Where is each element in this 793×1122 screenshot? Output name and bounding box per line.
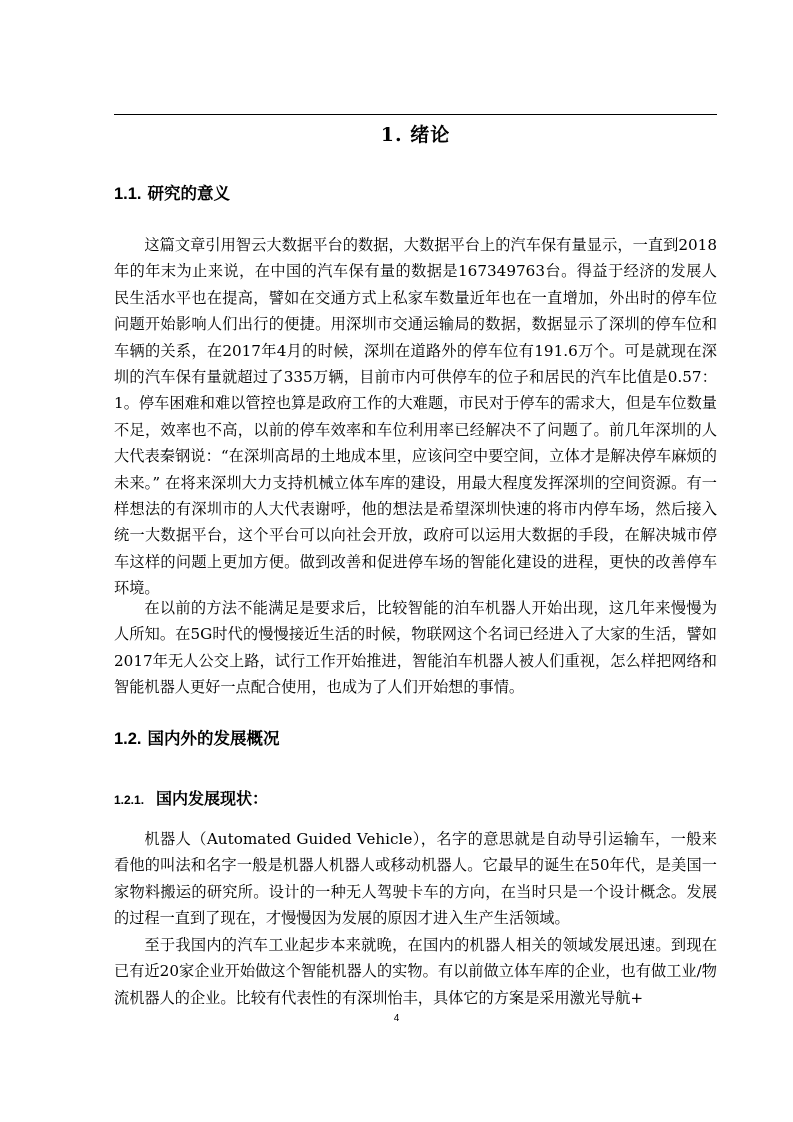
section-title: 研究的意义: [147, 184, 231, 203]
section-heading-1-2: [114, 727, 280, 751]
section-number: 1.1.: [114, 185, 142, 203]
header-rule: [114, 114, 717, 115]
subsection-heading-1-2-1: [114, 787, 268, 812]
paragraph: 在以前的方法不能满足是要求后，比较智能的泊车机器人开始出现，这几年来慢慢为人所知。在5G时代的慢慢接近生活的时候，物联网这个名词已经进入了大家的生活，譬如2017年无人公交上路，试行工作开始推进，智能泊车机器人被人们重视，怎么样把网络和智能机器人更好一点配合使用，也成为了人们开始想的事情。: [114, 599, 717, 697]
paragraph: 至于我国内的汽车工业起步本来就晚，在国内的机器人相关的领域发展迅速。到现在已有近20家企业开始做这个智能机器人的实物。有以前做立体车库的企业，也有做工业/物流机器人的企业。比较有代表性的有深圳怡丰，具体它的方案是采用激光导航+: [114, 936, 717, 1007]
page-number: 4: [393, 1013, 400, 1024]
paragraph: 机器人（Automated Guided Vehicle），名字的意思就是自动导引运输车，一般来看他的叫法和名字一般是机器人机器人或移动机器人。它最早的诞生在50年代，是美国一家物料搬运的研究所。设计的一种无人驾驶卡车的方向，在当时只是一个设计概念。发展的过程一直到了现在，才慢慢因为发展的原因才进入生产生活领域。: [114, 830, 717, 928]
section-title: 国内外的发展概况: [147, 729, 280, 748]
section-number: 1.2.: [114, 730, 142, 748]
subsection-title: 国内发展现状：: [156, 789, 269, 808]
paragraph: 这篇文章引用智云大数据平台的数据，大数据平台上的汽车保有量显示，一直到2018年的年末为止来说，在中国的汽车保有量的数据是167349763台。得益于经济的发展人民生活水平也在提高，譬如在交通方式上私家车数量近年也在一直增加，外出时的停车位问题开始影响人们出行的便捷。用深圳市交通运输局的数据，数据显示了深圳的停车位和车辆的关系，在2017年4月的时候，深圳在道路外的停车位有191.6万个。可是就现在深圳的汽车保有量就超过了335万辆，目前市内可供停车的位子和居民的汽车比值是0.57：1。停车困难和难以管控也算是政府工作的大难题，市民对于停车的需求大，但是车位数量不足，效率也不高，以前的停车效率和车位利用率已经解决不了问题了。前几年深圳的人大代表秦钢说：“在深圳高昂的土地成本里，应该问空中要空间，立体才是解决停车麻烦的未来。” 在将来深圳大力支持机械立体车库的建设，用最大程度发挥深圳的空间资源。有一样想法的有深圳市的人大代表谢呼，他的想法是希望深圳快速的将市内停车场，然后接入统一大数据平台，这个平台可以向社会开放，政府可以运用大数据的手段，在解决城市停车这样的问题上更加方便。做到改善和促进停车场的智能化建设的进程，更快的改善停车环境。: [114, 236, 717, 598]
chapter-title: 1. 绪论: [380, 124, 451, 146]
section-heading-1-1: [114, 182, 230, 206]
subsection-number: 1.2.1.: [114, 793, 145, 807]
